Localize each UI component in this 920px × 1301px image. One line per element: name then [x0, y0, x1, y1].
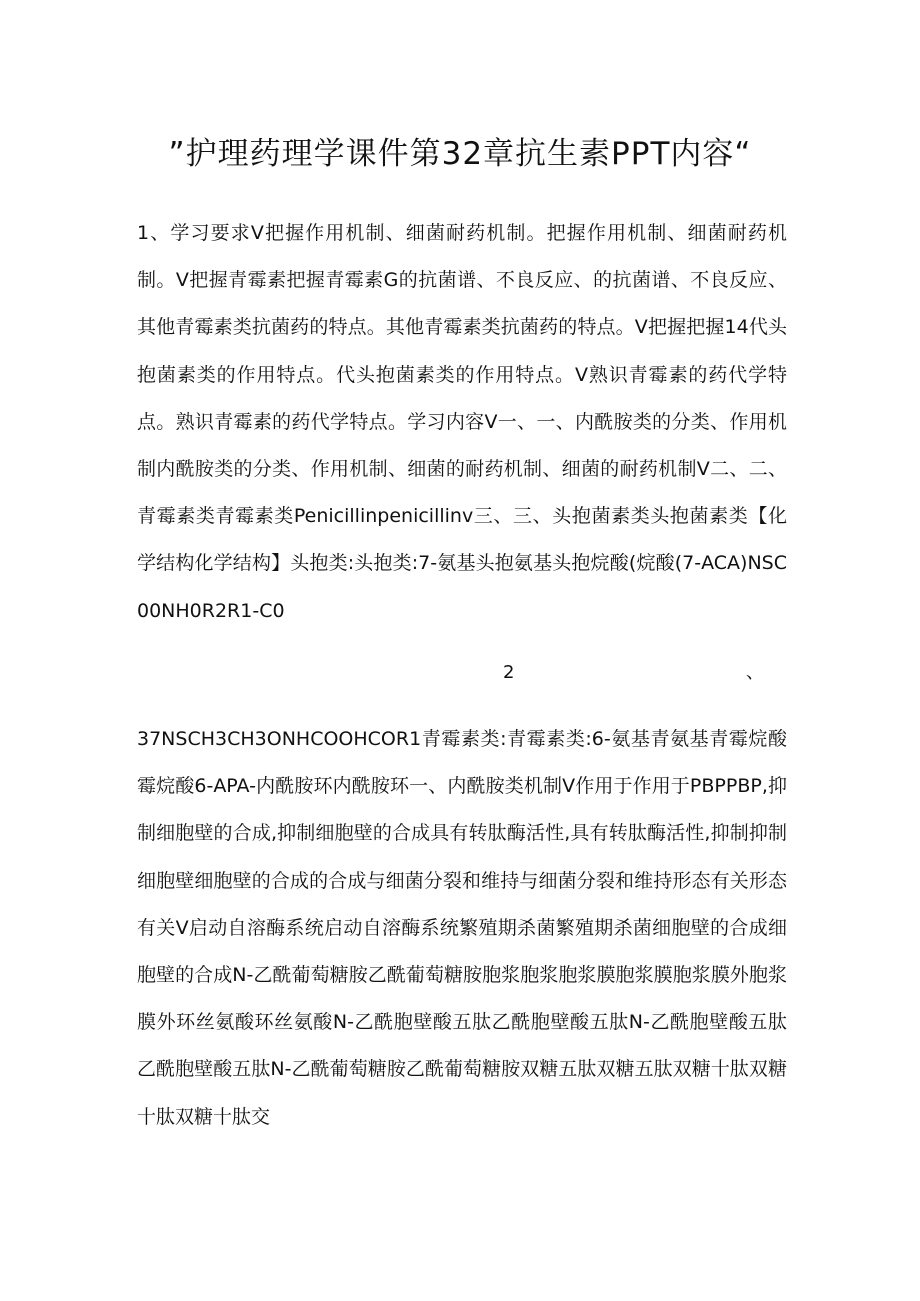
page-mark: 、: [746, 662, 764, 683]
page-number: 2: [503, 662, 515, 683]
document-title: ”护理药理学课件第32章抗生素PPT内容“: [168, 136, 752, 172]
body-paragraph-1: 1、学习要求V把握作用机制、细菌耐药机制。把握作用机制、细菌耐药机制。V把握青霉素把握青霉素G的抗菌谱、不良反应、的抗菌谱、不良反应、其他青霉素类抗菌药的特点。其他青霉素类抗菌药的特点。V把握把握14代头抱菌素类的作用特点。代头抱菌素类的作用特点。V熟识青霉素的药代学特点。熟识青霉素的药代学特点。学习内容V一、一、内酰胺类的分类、作用机制内酰胺类的分类、作用机制、细菌的耐药机制、细菌的耐药机制V二、二、青霉素类青霉素类Penicillinpenicillinv三、三、头抱菌素类头抱菌素类【化学结构化学结构】头抱类:头抱类:7-氨基头抱氨基头抱烷酸(烷酸(7-ACA)NSC00NH0R2R1-C0: [137, 222, 787, 622]
body-paragraph-2: 37NSCH3CH3ONHCOOHCOR1青霉素类:青霉素类:6-氨基青氨基青霉烷酸霉烷酸6-APA-内酰胺环内酰胺环一、内酰胺类机制V作用于作用于PBPPBP,抑制细胞壁的合成,抑制细胞壁的合成具有转肽酶活性,具有转肽酶活性,抑制抑制细胞壁细胞壁的合成的合成与细菌分裂和维持与细菌分裂和维持形态有关形态有关V启动自溶酶系统启动自溶酶系统繁殖期杀菌繁殖期杀菌细胞壁的合成细胞壁的合成N-乙酰葡萄糖胺乙酰葡萄糖胺胞浆胞浆胞浆膜胞浆膜胞浆膜外胞浆膜外环丝氨酸环丝氨酸N-乙酰胞壁酸五肽乙酰胞壁酸五肽N-乙酰胞壁酸五肽乙酰胞壁酸五肽N-乙酰葡萄糖胺乙酰葡萄糖胺双糖五肽双糖五肽双糖十肽双糖十肽双糖十肽交: [137, 728, 787, 1128]
